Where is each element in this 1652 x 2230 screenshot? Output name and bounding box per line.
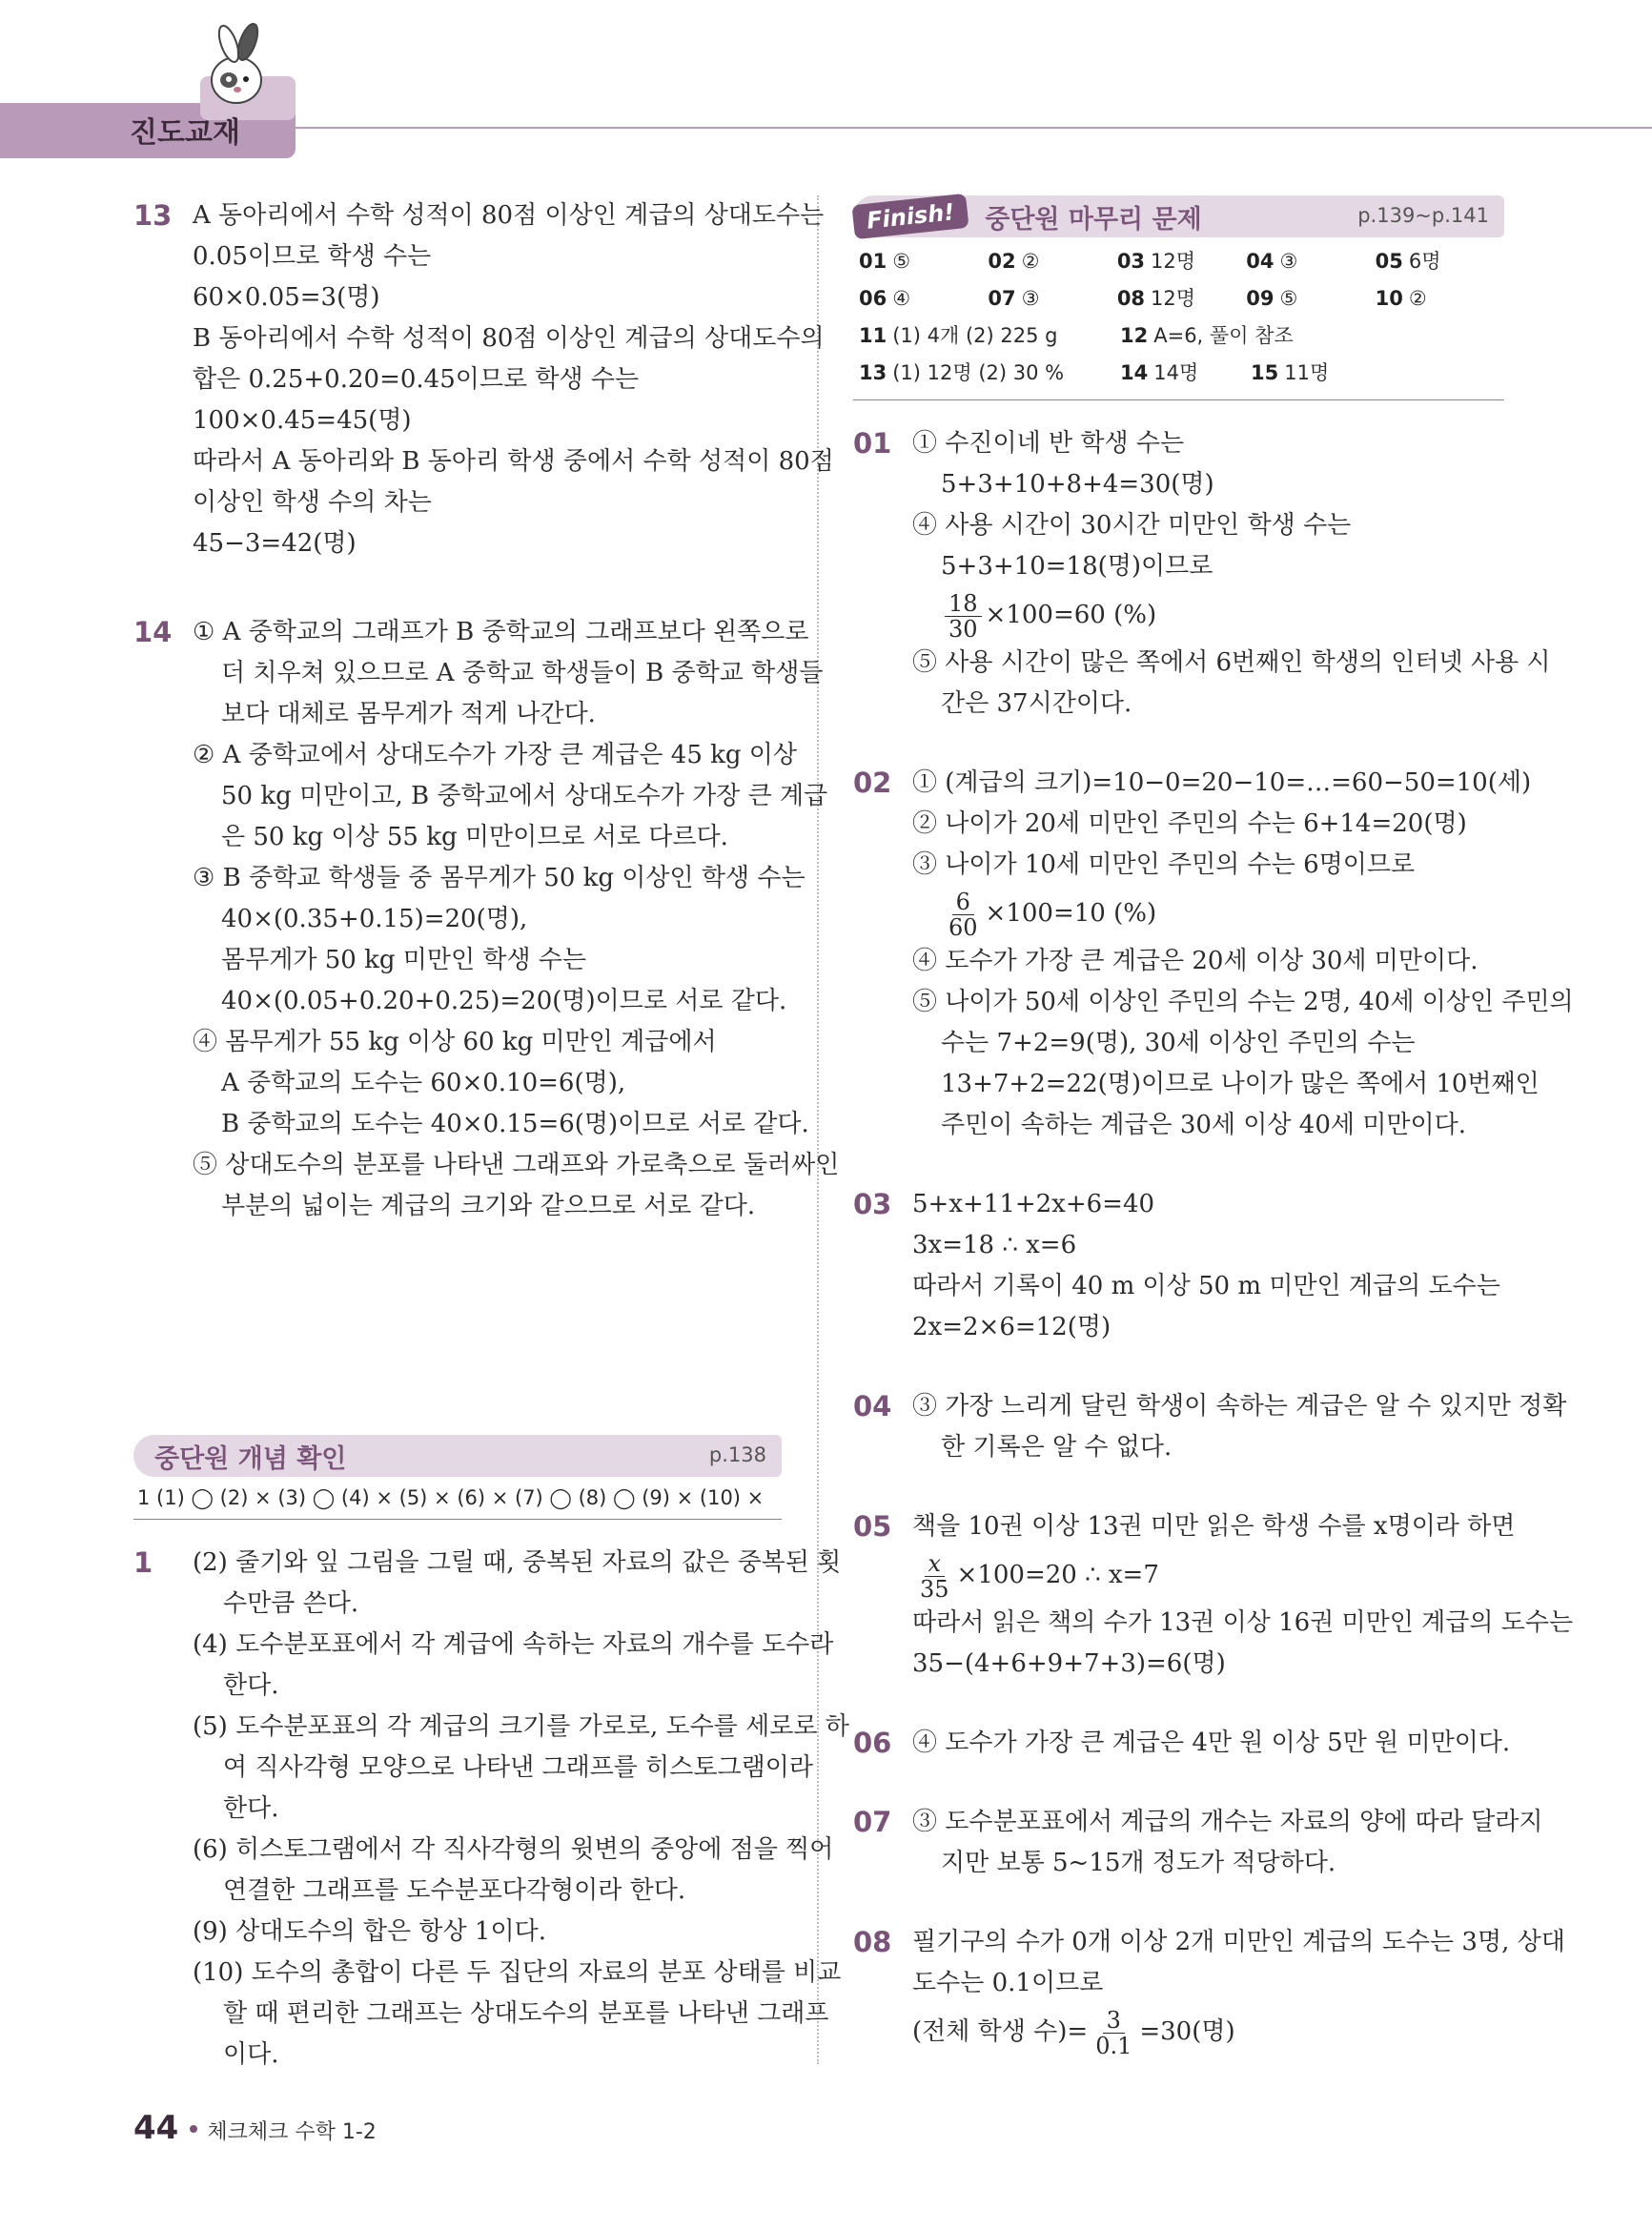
solution-line: 수는 7+2=9(명), 30세 이상인 주민의 수는 xyxy=(941,1029,1416,1057)
problem-number: 01 xyxy=(853,427,892,460)
concept-check-header xyxy=(133,1435,782,1477)
answer-cell: 03 12명 xyxy=(1116,250,1196,273)
section-title: 중단원 마무리 문제 xyxy=(985,204,1202,235)
answer-cell: 04 ③ xyxy=(1246,250,1298,273)
answer-cell: 12 A=6, 풀이 참조 xyxy=(1120,324,1294,347)
solution-line: 부분의 넓이는 계급의 크기와 같으므로 서로 같다. xyxy=(221,1192,756,1220)
problem-number: 1 xyxy=(133,1546,153,1579)
solution-line: 35−(4+6+9+7+3)=6(명) xyxy=(912,1649,1226,1678)
page-number: 44 xyxy=(133,2109,179,2147)
problem-number: 07 xyxy=(853,1806,892,1838)
answer-row xyxy=(859,280,1504,317)
problem-number: 02 xyxy=(853,767,892,799)
answer-cell: 05 6명 xyxy=(1375,250,1441,273)
answer-cell: 13 (1) 12명 (2) 30 % xyxy=(859,361,1065,384)
solution-line: A 동아리에서 수학 성적이 80점 이상인 계급의 상대도수는 xyxy=(193,201,825,230)
solution-03 xyxy=(853,1184,1504,1348)
solution-line: B 동아리에서 수학 성적이 80점 이상인 계급의 상대도수의 xyxy=(193,324,825,353)
solution-line: ② 나이가 20세 미만인 주민의 수는 6+14=20(명) xyxy=(912,809,1467,838)
page-reference: p.139~p.141 xyxy=(1357,204,1489,227)
solution-line: 13+7+2=22(명)이므로 나이가 많은 쪽에서 10번째인 xyxy=(941,1070,1540,1098)
solution-line: 0.05이므로 학생 수는 xyxy=(193,242,432,271)
solution-line: 필기구의 수가 0개 이상 2개 미만인 계급의 도수는 3명, 상대 xyxy=(912,1928,1565,1956)
solution-line: 따라서 읽은 책의 수가 13권 이상 16권 미만인 계급의 도수는 xyxy=(912,1608,1574,1637)
problem-number: 05 xyxy=(853,1510,892,1543)
answer-cell: 02 ② xyxy=(988,250,1040,273)
answer-row xyxy=(859,355,1504,392)
solution-line: 50 kg 미만이고, B 중학교에서 상대도수가 가장 큰 계급 xyxy=(221,782,828,810)
solution-line: ④ 사용 시간이 30시간 미만인 학생 수는 xyxy=(912,511,1352,540)
solution-line: 주민이 속하는 계급은 30세 이상 40세 미만이다. xyxy=(941,1111,1466,1139)
concept-check-section xyxy=(133,1435,849,2114)
answer-cell: 01 ⑤ xyxy=(859,250,911,273)
finish-header xyxy=(853,195,1504,237)
solution-line: 한 기록은 알 수 없다. xyxy=(941,1433,1173,1462)
finish-badge: Finish! xyxy=(851,194,969,239)
solution-line: 합은 0.25+0.20=0.45이므로 학생 수는 xyxy=(193,365,640,394)
problem-number: 13 xyxy=(133,199,173,232)
solution-line: 책을 10권 이상 13권 미만 읽은 학생 수를 x명이라 하면 xyxy=(912,1512,1516,1541)
solution-line: 도수는 0.1이므로 xyxy=(912,1969,1104,1997)
fraction: $\frac{6}{60}$ xyxy=(948,888,978,941)
answer-row xyxy=(859,317,1504,355)
solution-line: 연결한 그래프를 도수분포다각형이라 한다. xyxy=(223,1876,686,1905)
book-title: 체크체크 수학 1-2 xyxy=(207,2120,377,2144)
solution-line: ④ 도수가 가장 큰 계급은 4만 원 이상 5만 원 미만이다. xyxy=(912,1729,1511,1757)
solution-line: 더 치우쳐 있으므로 A 중학교 학생들이 B 중학교 학생들 xyxy=(221,659,824,687)
solution-line: 은 50 kg 이상 55 kg 미만이므로 서로 다르다. xyxy=(221,823,728,851)
solution-01 xyxy=(853,423,1551,725)
solution-line: 이상인 학생 수의 차는 xyxy=(193,488,432,517)
page-footer xyxy=(133,2109,377,2147)
answer-cell: 09 ⑤ xyxy=(1246,287,1298,310)
answer-cell: 15 11명 xyxy=(1251,361,1330,384)
fraction-line: $\frac{18}{30}$ ×100=60 (%) xyxy=(912,587,1504,643)
fraction: $\frac{x}{35}$ xyxy=(920,1549,949,1603)
solution-line: ⑤ 사용 시간이 많은 쪽에서 6번째인 학생의 인터넷 사용 시 xyxy=(912,648,1551,677)
fraction: $\frac{18}{30}$ xyxy=(945,591,982,642)
solution-line: 여 직사각형 모양으로 나타낸 그래프를 히스토그램이라 xyxy=(223,1753,813,1782)
problem-number: 14 xyxy=(133,616,173,648)
answer-cell: 10 ② xyxy=(1375,287,1427,310)
solution-line: 따라서 기록이 40 m 이상 50 m 미만인 계급의 도수는 xyxy=(912,1272,1500,1300)
solution-line: (9) 상대도수의 합은 항상 1이다. xyxy=(193,1917,546,1946)
solution-02 xyxy=(853,763,1574,1146)
solution-line: 45−3=42(명) xyxy=(193,529,357,558)
solution-line: ① 수진이네 반 학생 수는 xyxy=(912,429,1185,458)
solution-13 xyxy=(133,195,834,564)
left-column xyxy=(133,195,849,2069)
solution-line: 따라서 A 동아리와 B 동아리 학생 중에서 수학 성적이 80점 xyxy=(193,447,834,476)
solution-line: 몸무게가 50 kg 미만인 학생 수는 xyxy=(221,946,587,974)
solution-line: (10) 도수의 총합이 다른 두 집단의 자료의 분포 상태를 비교 xyxy=(193,1958,842,1987)
quick-answers: 1 (1) ◯ (2) × (3) ◯ (4) × (5) × (6) × (7) ◯ (8) ◯ (9) × (10) × xyxy=(133,1477,782,1520)
solution-line: 할 때 편리한 그래프는 상대도수의 분포를 나타낸 그래프 xyxy=(223,1999,829,2028)
solution-line: 지만 보통 5~15개 정도가 적당하다. xyxy=(941,1849,1336,1877)
solution-line: 5+x+11+2x+6=40 xyxy=(912,1190,1155,1218)
answer-cell: 14 14명 xyxy=(1120,361,1199,384)
solution-06 xyxy=(853,1723,1511,1764)
solution-line: 40×(0.35+0.15)=20(명), xyxy=(221,905,528,933)
fraction: $\frac{3}{0.1}$ xyxy=(1095,2006,1132,2059)
solution-line: B 중학교의 도수는 40×0.15=6(명)이므로 서로 같다. xyxy=(221,1110,809,1138)
solution-line: (6) 히스토그램에서 각 직사각형의 윗변의 중앙에 점을 찍어 xyxy=(193,1835,834,1864)
problem-number: 04 xyxy=(853,1390,892,1422)
solution-07 xyxy=(853,1802,1543,1884)
answer-cell: 07 ③ xyxy=(988,287,1040,310)
solution-line: ① (계급의 크기)=10−0=20−10=…=60−50=10(세) xyxy=(912,768,1532,797)
problem-number: 08 xyxy=(853,1926,892,1958)
solution-line: ④ 몸무게가 55 kg 이상 60 kg 미만인 계급에서 xyxy=(193,1028,717,1056)
solution-line: ③ 도수분포표에서 계급의 개수는 자료의 양에 따라 달라지 xyxy=(912,1808,1543,1836)
solution-line: 5+3+10+8+4=30(명) xyxy=(941,470,1214,499)
solution-line: ③ 가장 느리게 달린 학생이 속하는 계급은 알 수 있지만 정확 xyxy=(912,1392,1567,1421)
answer-table xyxy=(853,237,1504,400)
solution-14 xyxy=(133,612,840,1227)
answer-cell: 06 ④ xyxy=(859,287,911,310)
column-divider xyxy=(817,195,819,2064)
fraction-line: $\frac{6}{60}$ ×100=10 (%) xyxy=(912,886,1504,941)
solution-line: 한다. xyxy=(223,1794,279,1823)
right-column xyxy=(853,195,1574,2097)
solution-line: ③ 나이가 10세 미만인 주민의 수는 6명이므로 xyxy=(912,850,1416,879)
solution-line: 100×0.45=45(명) xyxy=(193,406,412,435)
fraction-line: (전체 학생 수)= $\frac{3}{0.1}$ =30(명) xyxy=(912,2006,1235,2059)
page-reference: p.138 xyxy=(708,1443,766,1466)
solution-line: 60×0.05=3(명) xyxy=(193,283,380,312)
header-label: 진도교재 xyxy=(130,116,240,150)
solution-line: (2) 줄기와 잎 그림을 그릴 때, 중복된 자료의 값은 중복된 횟 xyxy=(193,1548,842,1577)
solution-line: 40×(0.05+0.20+0.25)=20(명)이므로 서로 같다. xyxy=(221,987,787,1015)
solution-05 xyxy=(853,1506,1574,1685)
problem-number: 06 xyxy=(853,1727,892,1759)
solution-04 xyxy=(853,1386,1567,1468)
answer-row xyxy=(859,243,1504,280)
solution-line: 수만큼 쓴다. xyxy=(223,1589,359,1618)
answer-cell: 11 (1) 4개 (2) 225 g xyxy=(859,324,1058,347)
fraction-line: $\frac{x}{35}$ ×100=20 ∴ x=7 xyxy=(912,1547,1504,1603)
header-rule xyxy=(286,127,1652,129)
solution-line: 간은 37시간이다. xyxy=(941,689,1132,718)
problem-number: 03 xyxy=(853,1188,892,1220)
solution-line: ⑤ 상대도수의 분포를 나타낸 그래프와 가로축으로 둘러싸인 xyxy=(193,1151,840,1179)
solution-line: A 중학교의 도수는 60×0.10=6(명), xyxy=(221,1069,626,1097)
solution-line: 보다 대체로 몸무게가 적게 나간다. xyxy=(221,700,596,728)
solution-line: ① A 중학교의 그래프가 B 중학교의 그래프보다 왼쪽으로 xyxy=(193,618,809,646)
solution-line: ② A 중학교에서 상대도수가 가장 큰 계급은 45 kg 이상 xyxy=(193,741,798,769)
solution-1 xyxy=(133,1543,849,2076)
solution-line: ④ 도수가 가장 큰 계급은 20세 이상 30세 미만이다. xyxy=(912,947,1479,975)
solution-08 xyxy=(853,1922,1565,2059)
solution-line: 5+3+10=18(명)이므로 xyxy=(941,552,1214,581)
solution-line: ⑤ 나이가 50세 이상인 주민의 수는 2명, 40세 이상인 주민의 xyxy=(912,988,1574,1016)
solution-line: 2x=2×6=12(명) xyxy=(912,1313,1112,1341)
answer-cell: 08 12명 xyxy=(1116,287,1196,310)
solution-line: (4) 도수분포표에서 각 계급에 속하는 자료의 개수를 도수라 xyxy=(193,1630,834,1659)
solution-line: 이다. xyxy=(223,2040,279,2069)
bullet-dot-icon xyxy=(190,2125,197,2133)
solution-line: (5) 도수분포표의 각 계급의 크기를 가로로, 도수를 세로로 하 xyxy=(193,1712,849,1741)
solution-line: ③ B 중학교 학생들 중 몸무게가 50 kg 이상인 학생 수는 xyxy=(193,864,806,892)
solution-line: 한다. xyxy=(223,1671,279,1700)
section-title: 중단원 개념 확인 xyxy=(154,1443,347,1474)
solution-line: 3x=18 ∴ x=6 xyxy=(912,1231,1077,1259)
